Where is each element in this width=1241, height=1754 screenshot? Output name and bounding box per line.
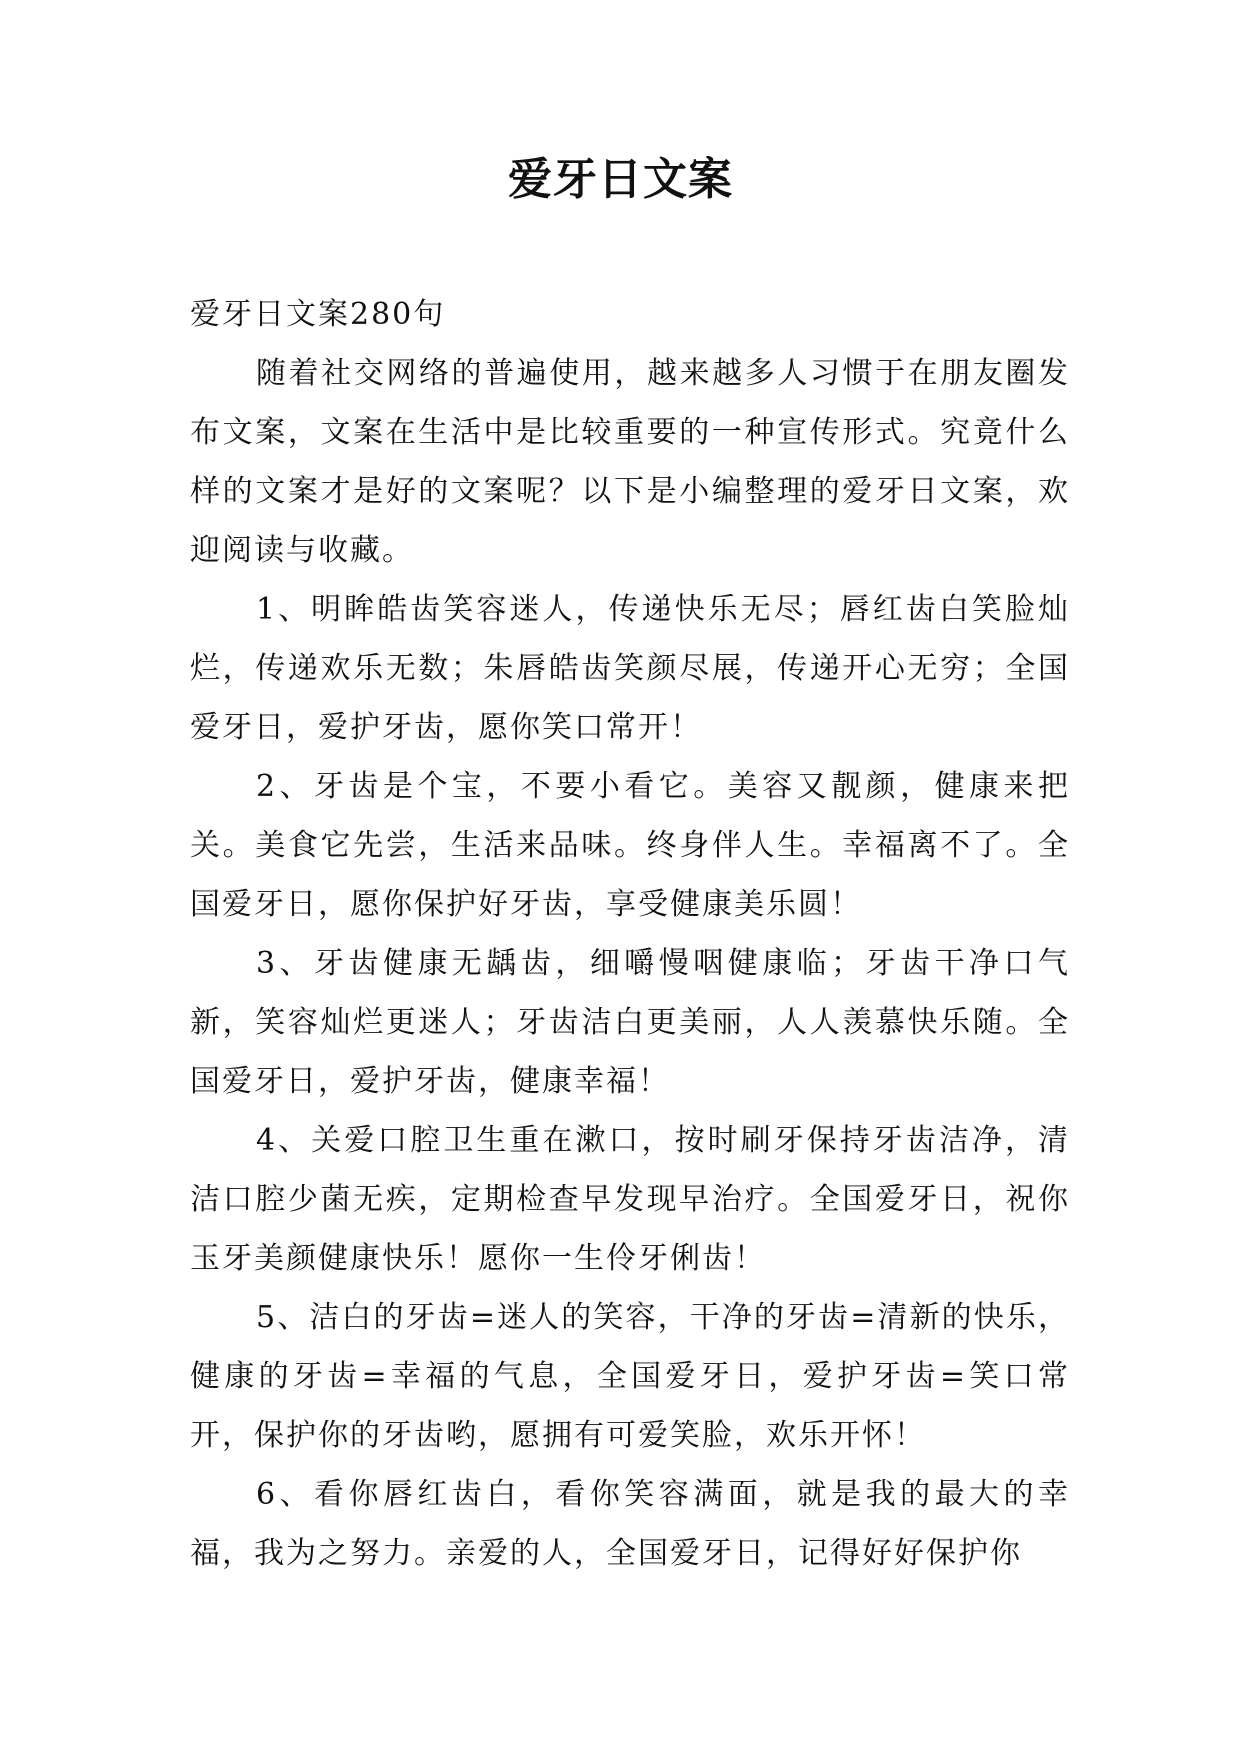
list-item: 5、洁白的牙齿=迷人的笑容，干净的牙齿=清新的快乐，健康的牙齿=幸福的气息，全国爱牙日，爱护牙齿=笑口常开，保护你的牙齿哟，愿拥有可爱笑脸，欢乐开怀！ <box>190 1300 1070 1453</box>
intro-paragraph: 随着社交网络的普遍使用，越来越多人习惯于在朋友圈发布文案，文案在生活中是比较重要的一种宣传形式。究竟什么样的文案才是好的文案呢？以下是小编整理的爱牙日文案，欢迎阅读与收藏。 <box>190 356 1070 568</box>
list-item: 4、关爱口腔卫生重在漱口，按时刷牙保持牙齿洁净，清洁口腔少菌无疾，定期检查早发现早治疗。全国爱牙日，祝你玉牙美颜健康快乐！愿你一生伶牙俐齿！ <box>190 1123 1070 1276</box>
list-item: 6、看你唇红齿白，看你笑容满面，就是我的最大的幸福，我为之努力。亲爱的人，全国爱牙日，记得好好保护你 <box>190 1477 1070 1571</box>
list-item: 1、明眸皓齿笑容迷人，传递快乐无尽；唇红齿白笑脸灿烂，传递欢乐无数；朱唇皓齿笑颜尽展，传递开心无穷；全国爱牙日，爱护牙齿，愿你笑口常开！ <box>190 592 1070 745</box>
document-title: 爱牙日文案 <box>508 154 733 205</box>
document-subtitle: 爱牙日文案280句 <box>190 297 446 332</box>
document-body <box>190 285 1070 1583</box>
list-item: 2、牙齿是个宝，不要小看它。美容又靓颜，健康来把关。美食它先尝，生活来品味。终身伴人生。幸福离不了。全国爱牙日，愿你保护好牙齿，享受健康美乐圆！ <box>190 769 1070 922</box>
list-item: 3、牙齿健康无龋齿，细嚼慢咽健康临；牙齿干净口气新，笑容灿烂更迷人；牙齿洁白更美丽，人人羡慕快乐随。全国爱牙日，爱护牙齿，健康幸福！ <box>190 946 1070 1099</box>
